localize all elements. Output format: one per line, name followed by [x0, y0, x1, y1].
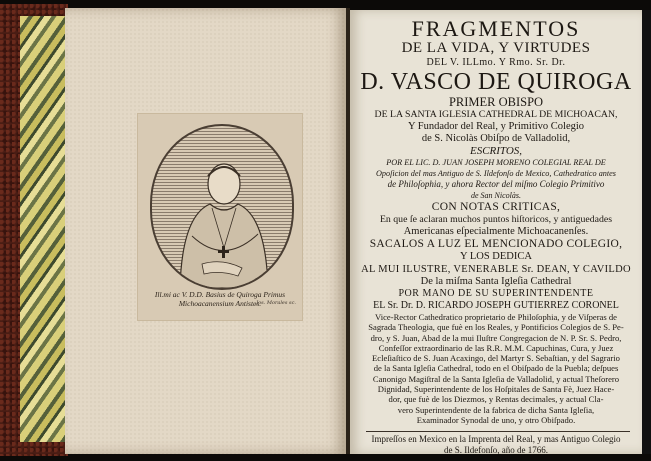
portrait-engraving [138, 114, 302, 320]
honorific-line: DEL V. ILLmo. Y Rmo. Sr. Dr. [426, 57, 566, 68]
superintendent-name: EL Sr. Dr. D. RICARDO JOSEPH GUTIERREZ CORONEL [373, 300, 619, 311]
author-line: de San Nicolàs. [471, 191, 521, 200]
title-line: Americanas eſpecialmente Michoacanenſes. [403, 226, 589, 237]
imprint: Impreſſos en Mexico en la Imprenta del Real, y mas Antiguo Colegio de S. Ildefonſo, año de 1766. [371, 434, 621, 455]
title-line: DE LA SANTA IGLESIA CATHEDRAL DE MICHOACAN, [374, 109, 618, 120]
body-line: vero Superintendente de la fabrica de dicha Santa Igleſia, [397, 404, 595, 415]
portrait-oval-frame [150, 124, 294, 290]
main-title: FRAGMENTOS [411, 16, 581, 41]
title-line: POR MANO DE SU SUPERINTENDENTE [398, 288, 594, 299]
imprint-divider [366, 431, 630, 432]
page-edge-shadow [642, 10, 651, 454]
portrait-caption: Ill.mi ac V. D.D. Basius de Quiroga Primus Michoacanensium Antistes. [154, 290, 286, 308]
body-line: dor, que fuè de los Diezmos, y Rentas decimales, y actual Cla- [388, 394, 604, 405]
body-line: de la Santa Igleſia Cathedral, todo en el Obiſpado de la Puebla; deſpues [373, 363, 619, 374]
subtitle: DE LA VIDA, Y VIRTUDES [401, 40, 591, 56]
dedication-line: AL MUI ILUSTRE, VENERABLE Sr. DEAN, Y CAVILDO [361, 264, 631, 275]
author-line: de Philoſophia, y ahora Rector del miſmo Colegio Primitivo [387, 179, 605, 189]
title-line: En que ſe aclaran muchos puntos hiſtoricos, y antiguedades [379, 214, 613, 225]
body-line: Dignidad, Superintendente de los Hoſpitales de Santa Fè, Juez Hace- [377, 384, 615, 395]
title-line: Y Fundador del Real, y Primitivo Colegio [407, 121, 585, 132]
subject-name: D. VASCO DE QUIROGA [360, 69, 632, 95]
body-line: Vice-Rector Cathedratico proprietario de Philoſophia, y de Viſperas de [375, 312, 617, 322]
title-line: de S. Nicolàs Obiſpo de Valladolid, [421, 133, 571, 144]
body-line: Examinador Synodal de uno, y otro Obiſpado. [416, 414, 576, 425]
title-page-text [352, 18, 640, 425]
marbled-endpaper [20, 16, 66, 442]
body-line: Ecleſiaſtico de S. Juan Acaxingo, del Martyr S. Sebaſtian, y del Sagrario [372, 353, 620, 364]
notes-heading: CON NOTAS CRITICAS, [431, 201, 561, 213]
author-line: POR EL LIC. D. JUAN JOSEPH MORENO COLEGIAL REAL DE [386, 158, 606, 167]
author-line: Opoſicion del mas Antiguo de S. Ildefonſo de Mexico, Cathedratico antes [376, 169, 616, 178]
title-line: SACALOS A LUZ EL MENCIONADO COLEGIO, [369, 238, 623, 250]
title-line: De la miſma Santa Igleſia Cathedral [420, 276, 572, 287]
engraver-signature: Jos. Morales sc. [256, 300, 296, 306]
body-line: Canonigo Magiſtral de la Santa Igleſia de Valladolid, y actual Theſorero [372, 373, 620, 384]
title-line: PRIMER OBISPO [448, 95, 544, 109]
escritos-line: ESCRITOS, [469, 145, 523, 157]
body-line: Sagrada Theologia, que fuè en los Reales, y Pontificios Colegios de S. Pe- [368, 322, 624, 333]
body-line: Confeſſor extraordinario de las R.R. M.M. Capuchinas, Cura, y Juez [378, 342, 614, 353]
body-line: dro, y S. Juan, Abad de la mui Iluſtre Congregacion de N. P. Sr. S. Pedro, [370, 332, 622, 343]
title-line: Y LOS DEDICA [460, 251, 532, 262]
bishop-portrait-icon [172, 146, 272, 288]
